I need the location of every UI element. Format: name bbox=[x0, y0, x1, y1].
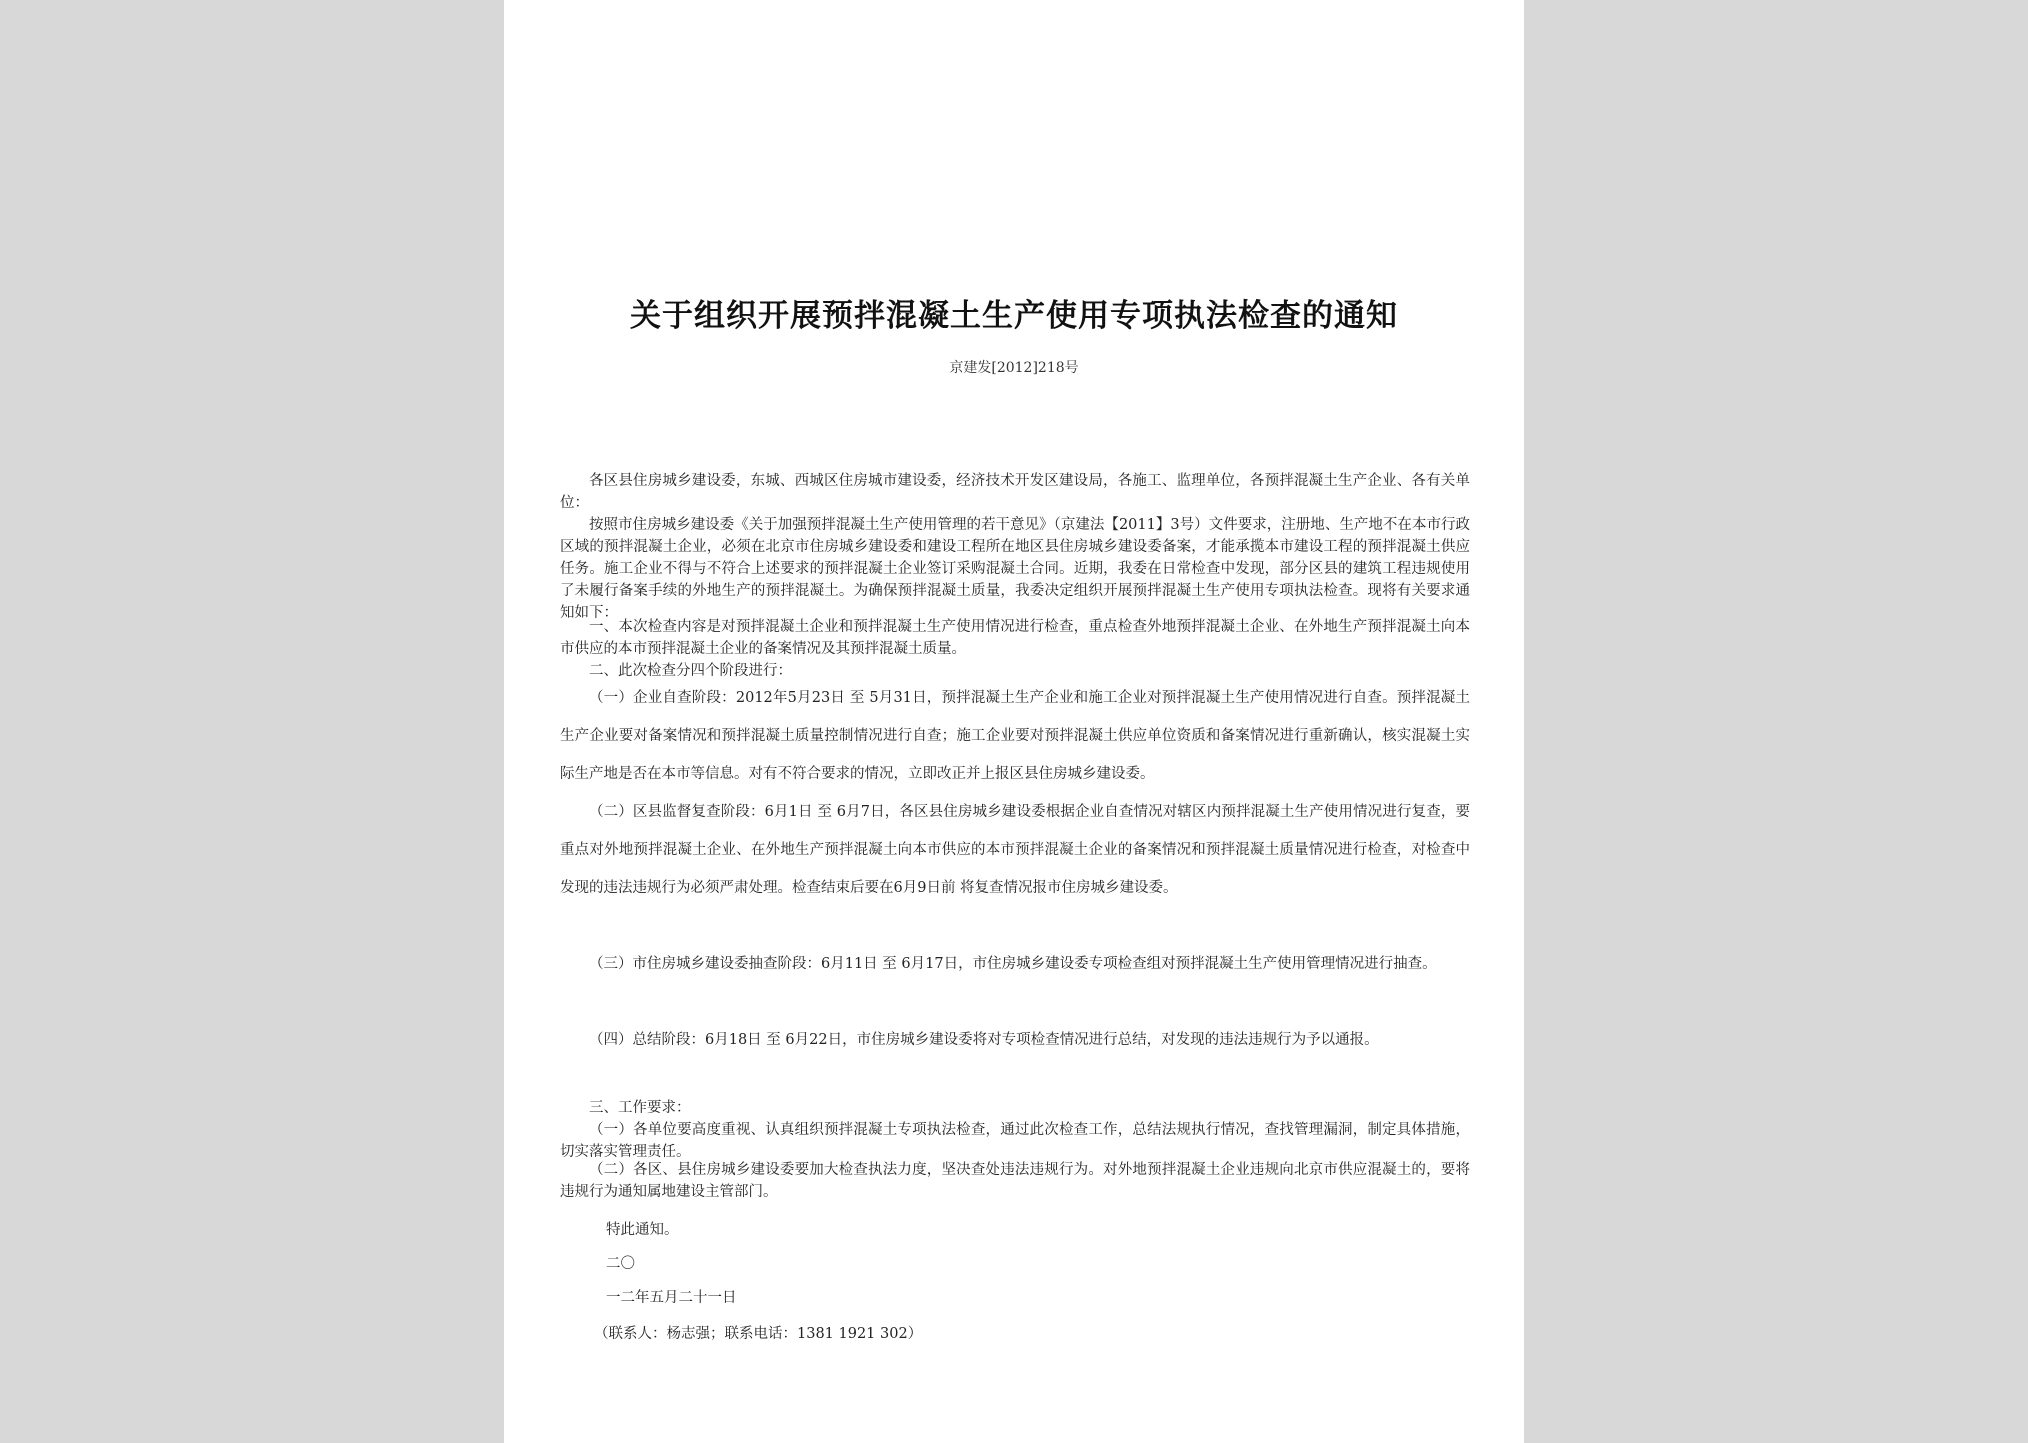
date-line-2: 一二年五月二十一日 bbox=[606, 1290, 737, 1306]
stage-3-paragraph: （三）市住房城乡建设委抽查阶段：6月11日 至 6月17日，市住房城乡建设委专项检查组对预拌混凝土生产使用管理情况进行抽查。 bbox=[589, 956, 1437, 972]
section-1-paragraph: 一、本次检查内容是对预拌混凝土企业和预拌混凝土生产使用情况进行检查，重点检查外地预拌混凝土企业、在外地生产预拌混凝土向本市供应的本市预拌混凝土企业的备案情况及其预拌混凝土质量。 bbox=[560, 619, 1470, 657]
stage-4-paragraph: （四）总结阶段：6月18日 至 6月22日，市住房城乡建设委将对专项检查情况进行总结，对发现的违法违规行为予以通报。 bbox=[589, 1032, 1379, 1048]
intro-paragraph: 按照市住房城乡建设委《关于加强预拌混凝土生产使用管理的若干意见》（京建法【2011】3号）文件要求，注册地、生产地不在本市行政区域的预拌混凝土企业，必须在北京市住房城乡建设委和建设工程所在地区县住房城乡建设委备案，才能承揽本市建设工程的预拌混凝土供应任务。施工企业不得与不符合上述要求的预拌混凝土企业签订采购混凝土合同。近期，我委在日常检查中发现，部分区县的建筑工程违规使用了未履行备案手续的外地生产的预拌混凝土。为确保预拌混凝土质量，我委决定组织开展预拌混凝土生产使用专项执法检查。现将有关要求通知如下： bbox=[560, 517, 1470, 621]
document-page bbox=[504, 0, 1524, 1443]
requirement-1-paragraph: （一）各单位要高度重视、认真组织预拌混凝土专项执法检查，通过此次检查工作，总结法规执行情况，查找管理漏洞，制定具体措施，切实落实管理责任。 bbox=[560, 1122, 1470, 1160]
section-3-heading: 三、工作要求： bbox=[589, 1100, 691, 1116]
contact-info: （联系人：杨志强；联系电话：1381 1921 302） bbox=[594, 1326, 923, 1342]
closing-text: 特此通知。 bbox=[606, 1222, 679, 1238]
document-number: 京建发[2012]218号 bbox=[949, 360, 1079, 376]
requirement-2-paragraph: （二）各区、县住房城乡建设委要加大检查执法力度，坚决查处违法违规行为。对外地预拌混凝土企业违规向北京市供应混凝土的，要将违规行为通知属地建设主管部门。 bbox=[560, 1162, 1470, 1200]
addressee-paragraph: 各区县住房城乡建设委，东城、西城区住房城市建设委，经济技术开发区建设局，各施工、监理单位，各预拌混凝土生产企业、各有关单位： bbox=[560, 473, 1470, 511]
stage-1-paragraph: （一）企业自查阶段：2012年5月23日 至 5月31日，预拌混凝土生产企业和施工企业对预拌混凝土生产使用情况进行自查。预拌混凝土生产企业要对备案情况和预拌混凝土质量控制情况进行自查；施工企业要对预拌混凝土供应单位资质和备案情况进行重新确认，核实混凝土实际生产地是否在本市等信息。对有不符合要求的情况，立即改正并上报区县住房城乡建设委。 bbox=[560, 690, 1470, 782]
section-2-heading: 二、此次检查分四个阶段进行： bbox=[589, 663, 792, 679]
stage-2-paragraph: （二）区县监督复查阶段：6月1日 至 6月7日，各区县住房城乡建设委根据企业自查情况对辖区内预拌混凝土生产使用情况进行复查，要重点对外地预拌混凝土企业、在外地生产预拌混凝土向本市供应的本市预拌混凝土企业的备案情况和预拌混凝土质量情况进行检查，对检查中发现的违法违规行为必须严肃处理。检查结束后要在6月9日前 将复查情况报市住房城乡建设委。 bbox=[560, 804, 1470, 896]
document-title: 关于组织开展预拌混凝土生产使用专项执法检查的通知 bbox=[630, 298, 1398, 334]
date-line-1: 二〇 bbox=[606, 1256, 635, 1272]
